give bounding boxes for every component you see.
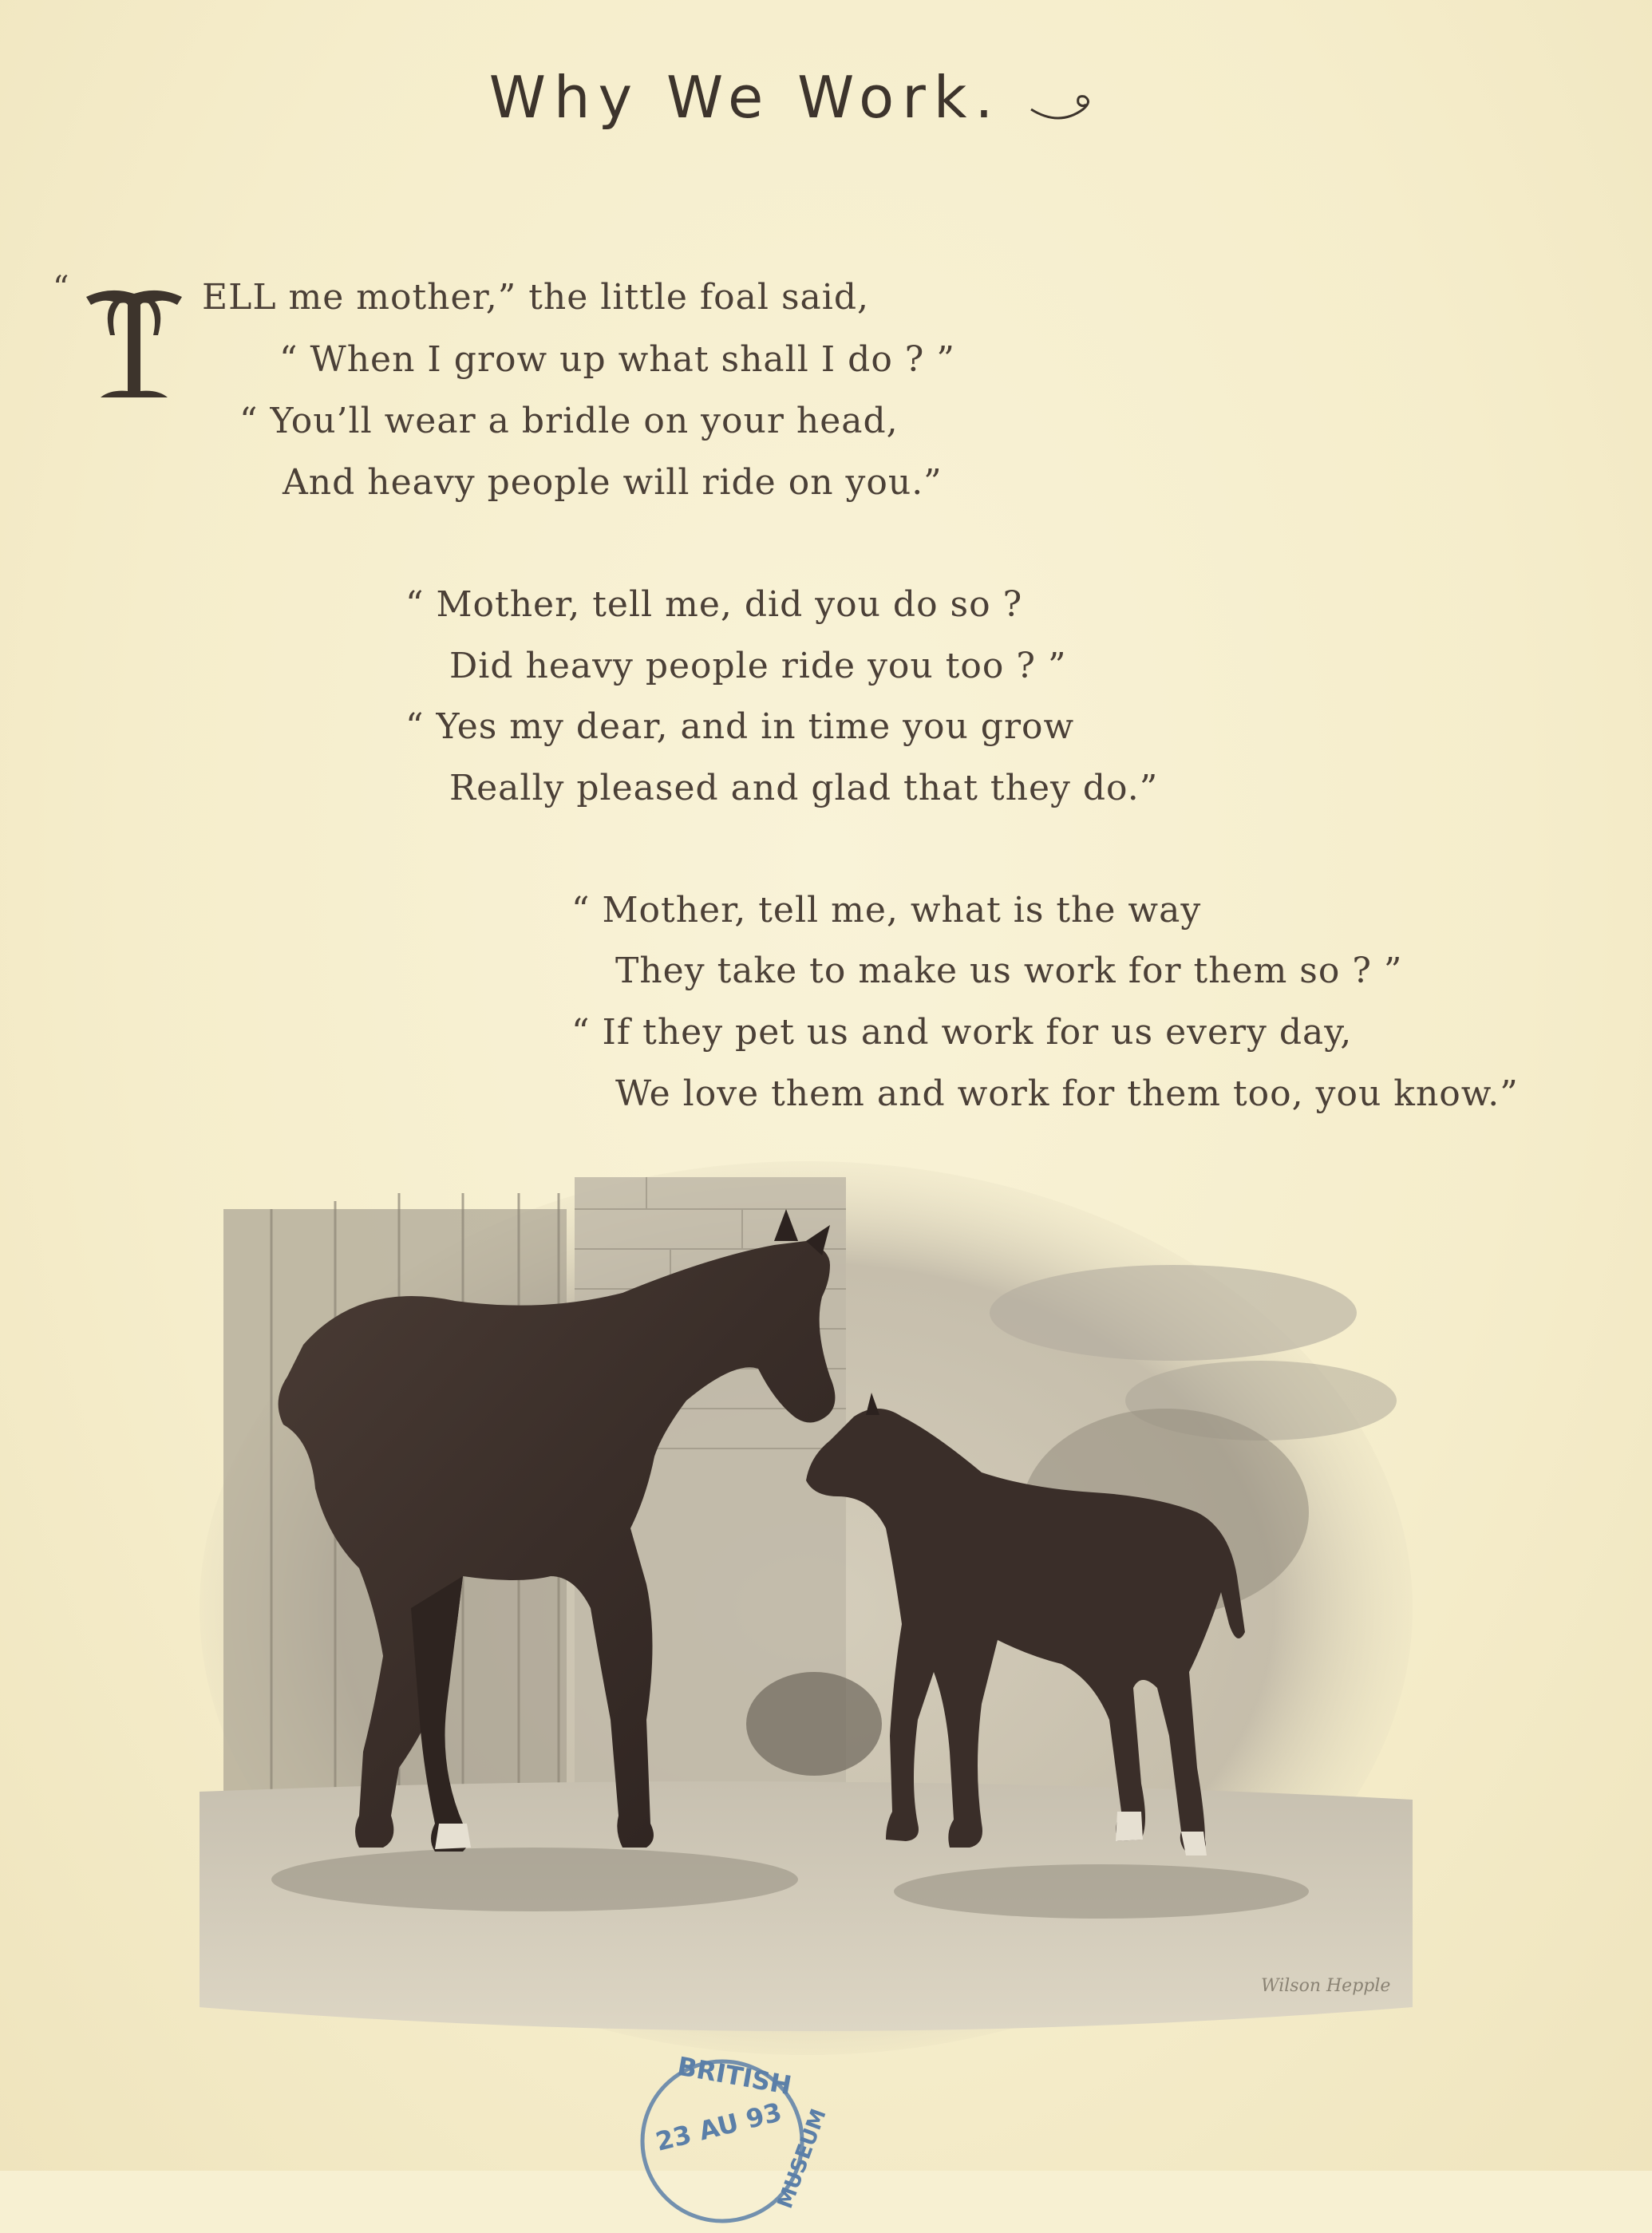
poem-title-text: Why We Work.: [488, 64, 1002, 131]
poem-line: Did heavy people ride you too ? ”: [449, 646, 1067, 686]
poem-line: “ If they pet us and work for us every day,: [571, 1012, 1353, 1053]
poem-line: “ Mother, tell me, did you do so ?: [405, 584, 1023, 625]
drop-cap-letter: [78, 279, 190, 407]
opening-quote-mark: “: [53, 270, 69, 306]
stamp-date: 23 AU 93: [652, 2097, 785, 2157]
title-flourish-icon: [1027, 77, 1099, 125]
library-stamp: [630, 2049, 832, 2212]
poem-line: And heavy people will ride on you.”: [283, 462, 943, 503]
poem-line: “ When I grow up what shall I do ? ”: [279, 339, 955, 380]
poem-line: Really pleased and glad that they do.”: [449, 768, 1159, 808]
poem-line: “ Mother, tell me, what is the way: [571, 890, 1202, 931]
poem-line: “ You’ll wear a bridle on your head,: [239, 401, 899, 441]
poem-line: ELL me mother,” the little foal said,: [202, 277, 869, 318]
poem-title: [0, 64, 1588, 131]
poem-line: “ Yes my dear, and in time you grow: [405, 706, 1075, 747]
poem-line: We love them and work for them too, you know.”: [615, 1073, 1519, 1114]
poem-line: They take to make us work for them so ? ”: [615, 951, 1403, 991]
mare-and-foal-illustration: [200, 1161, 1413, 2055]
stamp-line-top: BRITISH: [674, 2050, 794, 2101]
artist-signature: Wilson Hepple: [1261, 1976, 1391, 1996]
stamp-line-bottom: MUSEUM: [773, 2105, 832, 2212]
